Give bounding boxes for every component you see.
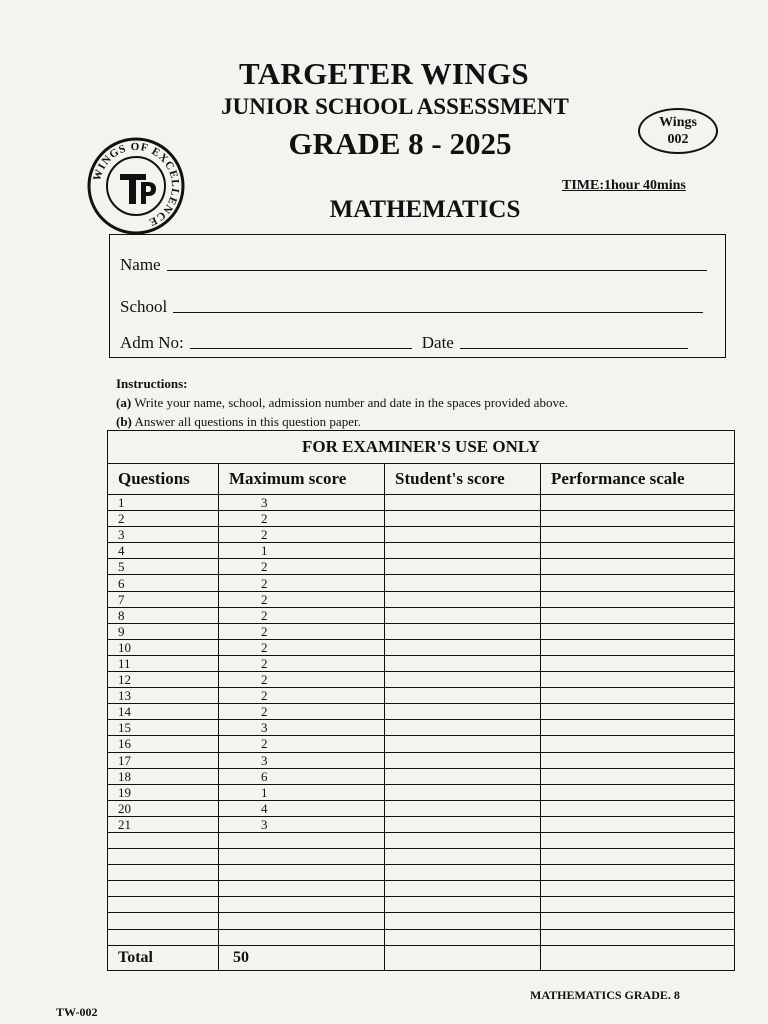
question-number-cell: 4 [108, 543, 219, 559]
blank-cell [108, 849, 219, 865]
performance-scale-cell[interactable] [541, 543, 735, 559]
blank-cell [108, 913, 219, 929]
maximum-score-cell: 3 [219, 752, 385, 768]
logo-ring-text: WINGS OF EXCELLENCE [91, 140, 182, 229]
date-field[interactable] [460, 347, 688, 349]
total-row [108, 945, 735, 970]
question-number-cell: 5 [108, 559, 219, 575]
question-number-cell: 15 [108, 720, 219, 736]
performance-scale-cell[interactable] [541, 559, 735, 575]
blank-cell [385, 897, 541, 913]
school-label: School [120, 297, 168, 316]
blank-table-row [108, 849, 735, 865]
blank-cell [541, 881, 735, 897]
table-row [108, 688, 735, 704]
total-maximum-score: 50 [219, 945, 385, 970]
performance-scale-cell[interactable] [541, 736, 735, 752]
maximum-score-cell: 2 [219, 575, 385, 591]
students-score-cell[interactable] [385, 672, 541, 688]
question-number-cell: 8 [108, 607, 219, 623]
table-row [108, 559, 735, 575]
blank-cell [108, 865, 219, 881]
blank-cell [219, 832, 385, 848]
blank-cell [385, 913, 541, 929]
question-number-cell: 6 [108, 575, 219, 591]
maximum-score-cell: 3 [219, 720, 385, 736]
students-score-cell[interactable] [385, 816, 541, 832]
exam-time: TIME:1hour 40mins [562, 178, 686, 193]
table-row [108, 607, 735, 623]
blank-cell [385, 929, 541, 945]
maximum-score-cell: 1 [219, 543, 385, 559]
table-row [108, 591, 735, 607]
students-score-cell[interactable] [385, 655, 541, 671]
header-maximum-score: Maximum score [219, 464, 385, 495]
blank-cell [385, 849, 541, 865]
students-score-cell[interactable] [385, 639, 541, 655]
students-score-cell[interactable] [385, 591, 541, 607]
name-field[interactable] [167, 269, 707, 271]
table-row [108, 511, 735, 527]
table-row [108, 784, 735, 800]
paper-code-badge [638, 108, 718, 154]
table-row [108, 800, 735, 816]
blank-cell [219, 865, 385, 881]
performance-scale-cell[interactable] [541, 591, 735, 607]
table-row [108, 527, 735, 543]
question-number-cell: 12 [108, 672, 219, 688]
question-number-cell: 1 [108, 495, 219, 511]
header-students-score: Student's score [385, 464, 541, 495]
blank-table-row [108, 865, 735, 881]
header-questions: Questions [108, 464, 219, 495]
performance-scale-cell[interactable] [541, 672, 735, 688]
student-info-box [109, 234, 726, 358]
table-row [108, 623, 735, 639]
performance-scale-cell[interactable] [541, 784, 735, 800]
footer-subject-grade: MATHEMATICS GRADE. 8 [530, 988, 680, 1002]
blank-cell [541, 913, 735, 929]
adm-no-label: Adm No: [120, 333, 184, 352]
performance-scale-cell[interactable] [541, 655, 735, 671]
table-caption: FOR EXAMINER'S USE ONLY [108, 431, 735, 464]
total-performance-scale[interactable] [541, 945, 735, 970]
performance-scale-cell[interactable] [541, 639, 735, 655]
instruction-a: (a) Write your name, school, admission number and date in the spaces provided above. [116, 395, 568, 410]
question-number-cell: 19 [108, 784, 219, 800]
maximum-score-cell: 3 [219, 495, 385, 511]
table-row [108, 752, 735, 768]
table-row [108, 655, 735, 671]
total-label: Total [108, 945, 219, 970]
maximum-score-cell: 2 [219, 672, 385, 688]
maximum-score-cell: 2 [219, 559, 385, 575]
table-row [108, 768, 735, 784]
maximum-score-cell: 6 [219, 768, 385, 784]
school-field[interactable] [173, 311, 703, 313]
badge-line-2: 002 [667, 132, 689, 147]
exam-subject: MATHEMATICS [329, 196, 521, 223]
students-score-cell[interactable] [385, 495, 541, 511]
maximum-score-cell: 1 [219, 784, 385, 800]
blank-table-row [108, 832, 735, 848]
school-logo-icon [86, 136, 186, 236]
students-score-cell[interactable] [385, 527, 541, 543]
question-number-cell: 9 [108, 623, 219, 639]
total-students-score[interactable] [385, 945, 541, 970]
blank-cell [219, 897, 385, 913]
students-score-cell[interactable] [385, 607, 541, 623]
students-score-cell[interactable] [385, 704, 541, 720]
badge-line-1: Wings [659, 115, 697, 130]
blank-table-row [108, 929, 735, 945]
blank-cell [541, 849, 735, 865]
students-score-cell[interactable] [385, 575, 541, 591]
question-number-cell: 14 [108, 704, 219, 720]
performance-scale-cell[interactable] [541, 800, 735, 816]
maximum-score-cell: 2 [219, 688, 385, 704]
maximum-score-cell: 2 [219, 607, 385, 623]
adm-date-row [120, 333, 688, 353]
question-number-cell: 16 [108, 736, 219, 752]
students-score-cell[interactable] [385, 784, 541, 800]
performance-scale-cell[interactable] [541, 704, 735, 720]
maximum-score-cell: 2 [219, 639, 385, 655]
question-number-cell: 11 [108, 655, 219, 671]
blank-cell [219, 881, 385, 897]
students-score-cell[interactable] [385, 559, 541, 575]
blank-cell [108, 929, 219, 945]
table-row [108, 736, 735, 752]
school-row [120, 297, 703, 317]
blank-table-row [108, 913, 735, 929]
question-number-cell: 2 [108, 511, 219, 527]
maximum-score-cell: 2 [219, 736, 385, 752]
question-number-cell: 18 [108, 768, 219, 784]
question-number-cell: 13 [108, 688, 219, 704]
footer-paper-code: TW-002 [56, 1005, 98, 1019]
performance-scale-cell[interactable] [541, 768, 735, 784]
header-performance-scale: Performance scale [541, 464, 735, 495]
students-score-cell[interactable] [385, 720, 541, 736]
students-score-cell[interactable] [385, 688, 541, 704]
question-number-cell: 7 [108, 591, 219, 607]
examiner-score-table [107, 430, 735, 971]
table-row [108, 672, 735, 688]
performance-scale-cell[interactable] [541, 816, 735, 832]
table-row [108, 575, 735, 591]
instructions-heading: Instructions: [116, 376, 188, 391]
blank-cell [108, 832, 219, 848]
date-label: Date [421, 333, 454, 352]
blank-cell [219, 929, 385, 945]
name-label: Name [120, 255, 161, 274]
blank-cell [541, 832, 735, 848]
students-score-cell[interactable] [385, 543, 541, 559]
students-score-cell[interactable] [385, 511, 541, 527]
performance-scale-cell[interactable] [541, 720, 735, 736]
students-score-cell[interactable] [385, 768, 541, 784]
name-row [120, 255, 707, 275]
table-row [108, 495, 735, 511]
exam-title: TARGETER WINGS [239, 56, 529, 91]
instructions [116, 374, 716, 431]
maximum-score-cell: 3 [219, 816, 385, 832]
blank-cell [219, 849, 385, 865]
adm-no-field[interactable] [190, 347, 412, 349]
blank-cell [219, 913, 385, 929]
performance-scale-cell[interactable] [541, 752, 735, 768]
blank-table-row [108, 897, 735, 913]
performance-scale-cell[interactable] [541, 607, 735, 623]
maximum-score-cell: 4 [219, 800, 385, 816]
table-row [108, 704, 735, 720]
blank-cell [108, 897, 219, 913]
maximum-score-cell: 2 [219, 704, 385, 720]
question-number-cell: 17 [108, 752, 219, 768]
table-row [108, 816, 735, 832]
question-number-cell: 21 [108, 816, 219, 832]
table-row [108, 543, 735, 559]
blank-table-row [108, 881, 735, 897]
maximum-score-cell: 2 [219, 623, 385, 639]
performance-scale-cell[interactable] [541, 527, 735, 543]
exam-subtitle: JUNIOR SCHOOL ASSESSMENT [221, 94, 569, 119]
performance-scale-cell[interactable] [541, 623, 735, 639]
performance-scale-cell[interactable] [541, 511, 735, 527]
performance-scale-cell[interactable] [541, 688, 735, 704]
blank-cell [541, 929, 735, 945]
instruction-b: (b) Answer all questions in this question paper. [116, 414, 361, 429]
blank-cell [385, 865, 541, 881]
blank-cell [385, 881, 541, 897]
question-number-cell: 3 [108, 527, 219, 543]
exam-grade: GRADE 8 - 2025 [288, 126, 512, 161]
blank-cell [385, 832, 541, 848]
blank-cell [541, 897, 735, 913]
students-score-cell[interactable] [385, 800, 541, 816]
performance-scale-cell[interactable] [541, 575, 735, 591]
blank-cell [108, 881, 219, 897]
table-row [108, 639, 735, 655]
students-score-cell[interactable] [385, 752, 541, 768]
blank-cell [541, 865, 735, 881]
maximum-score-cell: 2 [219, 527, 385, 543]
maximum-score-cell: 2 [219, 511, 385, 527]
question-number-cell: 20 [108, 800, 219, 816]
maximum-score-cell: 2 [219, 655, 385, 671]
students-score-cell[interactable] [385, 736, 541, 752]
students-score-cell[interactable] [385, 623, 541, 639]
table-row [108, 720, 735, 736]
performance-scale-cell[interactable] [541, 495, 735, 511]
maximum-score-cell: 2 [219, 591, 385, 607]
question-number-cell: 10 [108, 639, 219, 655]
